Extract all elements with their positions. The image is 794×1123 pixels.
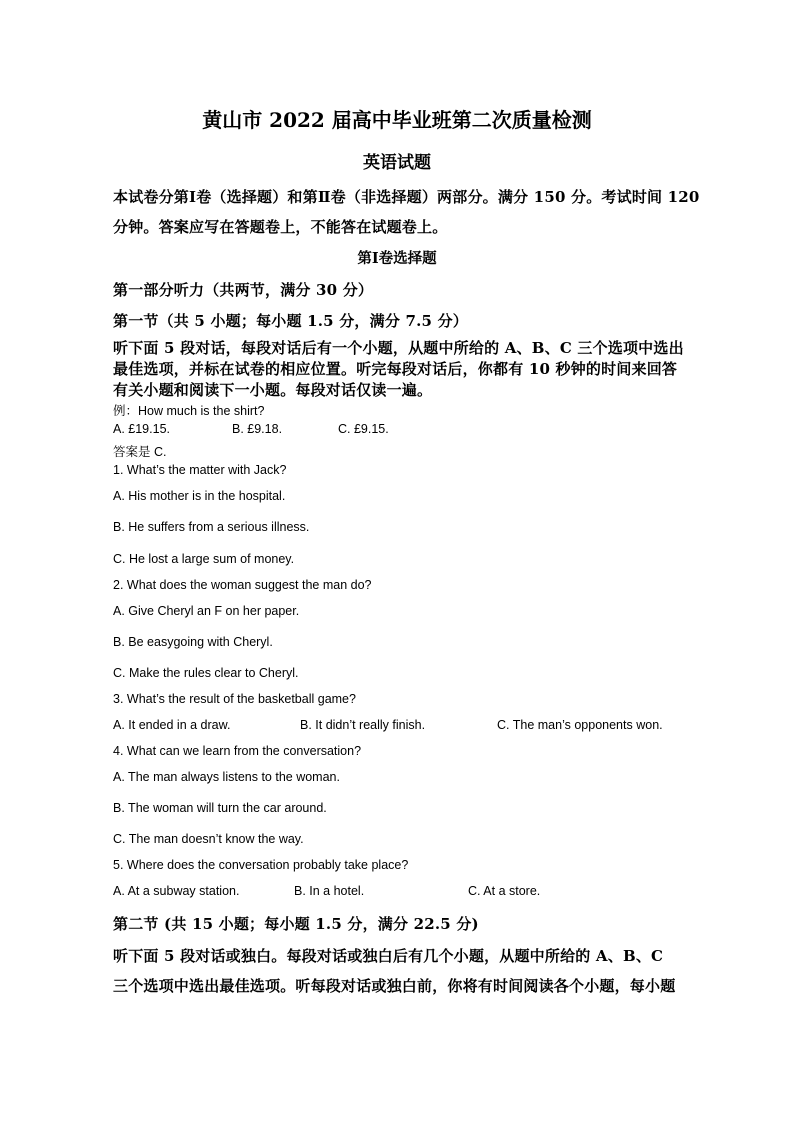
question-5-option-a: A. At a subway station. <box>113 884 240 898</box>
question-3-option-c: C. The man’s opponents won. <box>497 718 663 732</box>
question-3-option-a: A. It ended in a draw. <box>113 718 231 732</box>
intro-line-1: 本试卷分第Ⅰ卷（选择题）和第Ⅱ卷（非选择题）两部分。满分 150 分。考试时间 120 <box>113 188 700 206</box>
section2-instructions-line-2: 三个选项中选出最佳选项。听每段对话或独白前，你将有时间阅读各个小题，每小题 <box>113 977 676 995</box>
question-3: 3. What’s the result of the basketball game? <box>113 692 356 706</box>
section1-instructions-line-2: 最佳选项，并标在试卷的相应位置。听完每段对话后，你都有 10 秒钟的时间来回答 <box>113 360 678 378</box>
example-option-c: C. £9.15. <box>338 422 389 436</box>
question-1: 1. What’s the matter with Jack? <box>113 463 287 477</box>
volume-heading: 第Ⅰ卷选择题 <box>357 250 437 267</box>
question-4-option-a: A. The man always listens to the woman. <box>113 770 340 784</box>
question-2: 2. What does the woman suggest the man do? <box>113 578 372 592</box>
example-question: 例：How much is the shirt? <box>113 404 265 418</box>
example-answer: 答案是 C. <box>113 445 167 459</box>
question-1-option-a: A. His mother is in the hospital. <box>113 489 286 503</box>
section2-instructions-line-1: 听下面 5 段对话或独白。每段对话或独白后有几个小题，从题中所给的 A、B、C <box>113 947 664 965</box>
example-option-b: B. £9.18. <box>232 422 283 436</box>
question-5-option-c: C. At a store. <box>468 884 541 898</box>
question-3-option-b: B. It didn’t really finish. <box>300 718 426 732</box>
question-2-option-c: C. Make the rules clear to Cheryl. <box>113 666 299 680</box>
question-5-option-b: B. In a hotel. <box>294 884 365 898</box>
question-1-option-b: B. He suffers from a serious illness. <box>113 520 310 534</box>
question-4-option-c: C. The man doesn’t know the way. <box>113 832 304 846</box>
section2-heading: 第二节 (共 15 小题；每小题 1.5 分，满分 22.5 分) <box>113 915 479 933</box>
question-1-option-c: C. He lost a large sum of money. <box>113 552 295 566</box>
question-5: 5. Where does the conversation probably take place? <box>113 858 409 872</box>
example-option-a: A. £19.15. <box>113 422 170 436</box>
exam-title: 黄山市 2022 届高中毕业班第二次质量检测 <box>202 108 592 132</box>
intro-line-2: 分钟。答案应写在答题卷上，不能答在试题卷上。 <box>113 218 448 236</box>
question-4: 4. What can we learn from the conversation? <box>113 744 362 758</box>
question-2-option-a: A. Give Cheryl an F on her paper. <box>113 604 300 618</box>
section1-instructions-line-1: 听下面 5 段对话，每段对话后有一个小题，从题中所给的 A、B、C 三个选项中选出 <box>113 339 684 357</box>
section1-instructions-line-3: 有关小题和阅读下一小题。每段对话仅读一遍。 <box>113 381 433 399</box>
question-4-option-b: B. The woman will turn the car around. <box>113 801 327 815</box>
section1-heading: 第一节（共 5 小题；每小题 1.5 分，满分 7.5 分） <box>113 312 468 330</box>
part1-heading: 第一部分听力（共两节，满分 30 分） <box>113 281 374 299</box>
question-2-option-b: B. Be easygoing with Cheryl. <box>113 635 273 649</box>
exam-subtitle: 英语试题 <box>363 153 431 173</box>
